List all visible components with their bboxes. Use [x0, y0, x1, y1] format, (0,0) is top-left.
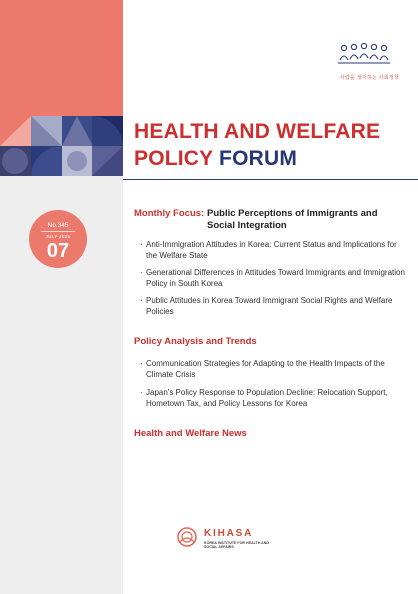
issue-date: JULY 2025: [45, 234, 71, 239]
pattern-tile: [31, 116, 62, 176]
monthly-focus-title: Public Perceptions of Immigrants and Social Integration: [207, 208, 378, 231]
pattern-tile: [62, 116, 93, 176]
slogan-text: 사람을 생각하는 사회정책: [340, 75, 399, 81]
title-rule: [123, 179, 418, 180]
publisher-name: KIHASA: [204, 528, 254, 539]
list-item-text: Generational Differences in Attitudes Toward Immigrants and Immigration Policy in South Korea: [146, 268, 405, 288]
geometric-band: [0, 116, 123, 176]
bullet-dot: ·: [140, 359, 143, 368]
publisher-logo: [176, 526, 326, 558]
magazine-title: [134, 118, 404, 172]
list-item: [140, 268, 405, 289]
list-item: [140, 240, 405, 261]
title-line-1: HEALTH AND WELFARE: [134, 120, 381, 143]
kihasa-emblem-icon: [176, 526, 198, 548]
policy-analysis-heading: Policy Analysis and Trends: [134, 336, 257, 347]
list-item: [140, 296, 405, 317]
news-heading: Health and Welfare News: [134, 428, 247, 439]
pattern-tile: [92, 116, 123, 176]
list-item-text: Japan's Policy Response to Population Decline: Relocation Support, Hometown Tax, and Policy Lessons for Korea: [146, 388, 388, 408]
title-policy: POLICY: [134, 147, 213, 170]
pattern-tile: [0, 116, 31, 176]
bullet-dot: ·: [140, 388, 143, 397]
title-forum: FORUM: [219, 147, 298, 170]
bullet-dot: ·: [140, 240, 143, 249]
bullet-dot: ·: [140, 268, 143, 277]
coral-panel: [0, 0, 123, 116]
badge-divider: [41, 231, 75, 232]
monthly-focus-heading: Monthly Focus:: [134, 208, 205, 219]
list-item-text: Public Attitudes in Korea Toward Immigrant Social Rights and Welfare Policies: [146, 296, 393, 316]
list-item-text: Communication Strategies for Adapting to the Health Impacts of the Climate Crisis: [146, 359, 385, 379]
issue-badge: [29, 210, 87, 268]
title-line-2: [134, 145, 404, 172]
list-item: [140, 359, 405, 380]
issue-big-number: 07: [46, 240, 70, 262]
list-item: [140, 388, 405, 409]
issue-number: No.345: [47, 222, 69, 229]
publisher-subtitle: KOREA INSTITUTE FOR HEALTH AND SOCIAL AFFAIRS: [204, 541, 269, 550]
bullet-dot: ·: [140, 296, 143, 305]
list-item-text: Anti-Immigration Attitudes in Korea: Current Status and Implications for the Welfare State: [146, 240, 397, 260]
